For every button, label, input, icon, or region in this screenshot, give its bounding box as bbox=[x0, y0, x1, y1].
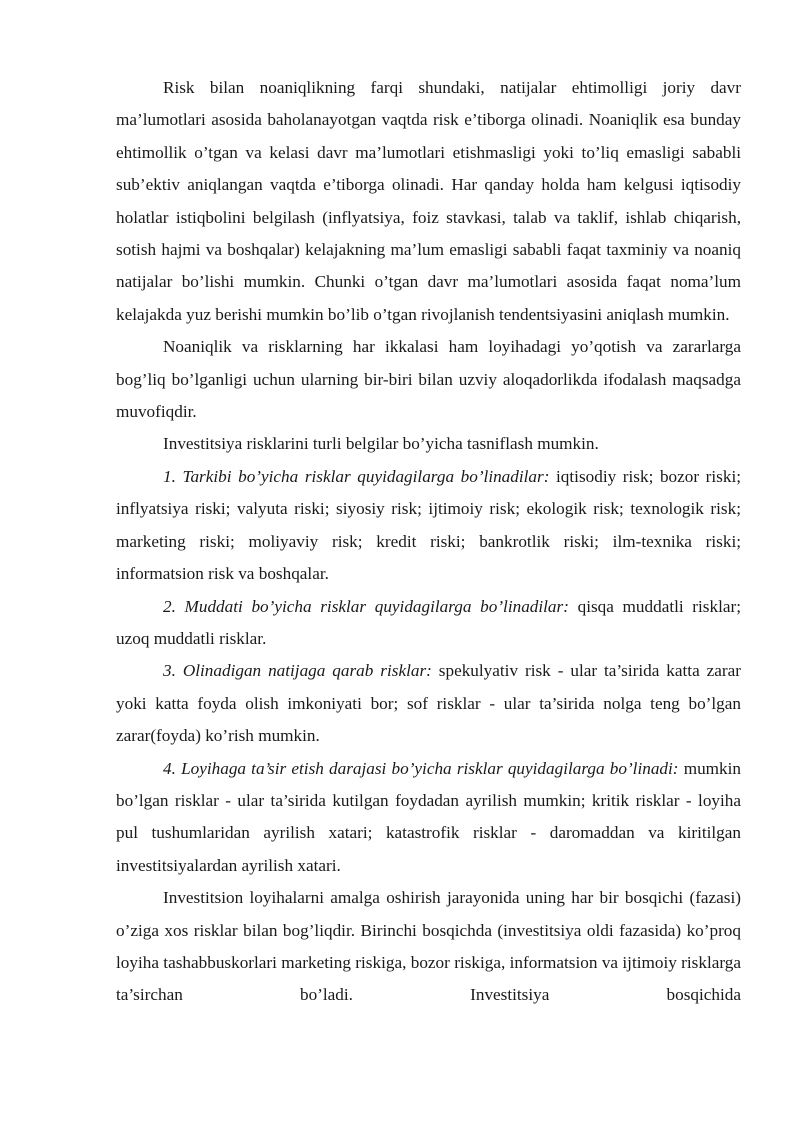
list-item-text: mumkin bo’lgan risklar - ular ta’sirida kutilgan foydadan ayrilish mumkin; kritik risklar - loyiha pul tushumlaridan ayrilish xatari; katastrofik risklar - daromaddan va kiritilgan investitsiyalardan ayrilish xatari. bbox=[116, 758, 741, 875]
list-item-by-composition bbox=[116, 461, 741, 591]
list-item-heading: 3. Olinadigan natijaga qarab risklar: bbox=[163, 661, 432, 681]
paragraph-text: Investitsion loyihalarni amalga oshirish jarayonida uning har bir bosqichi (fazasi) o’ziga xos risklar bilan bog’liqdir. Birinchi bosqichda (investitsiya oldi fazasida) ko’proq loyiha tashabbuskorlari marketing riskiga, bozor riskiga, informatsion va ijtimoiy risklarga ta’sirchan bo’ladi. Investitsiya bosqichida bbox=[116, 888, 741, 1005]
paragraph-classification-intro bbox=[116, 428, 741, 460]
list-item-by-duration bbox=[116, 591, 741, 656]
paragraph-text: Risk bilan noaniqlikning farqi shundaki, natijalar ehtimolligi joriy davr ma’lumotlari asosida baholanayotgan vaqtda risk e’tiborga olinadi. Noaniqlik esa bunday ehtimollik o’tgan va kelasi davr ma’lumotlari etishmasligi yoki to’liq emasligi sababli sub’ektiv aniqlangan vaqtda e’tiborga olinadi. Har qanday holda ham kelgusi iqtisodiy holatlar istiqbolini belgilash (inflyatsiya, foiz stavkasi, talab va taklif, ishlab chiqarish, sotish hajmi va boshqalar) kelajakning ma’lum emasligi sababli faqat taxminiy va noaniq natijalar bo’lishi mumkin. Chunki o’tgan davr ma’lumotlari asosida faqat noma’lum kelajakda yuz berishi mumkin bo’lib o’tgan rivojlanish tendentsiyasini aniqlash mumkin. bbox=[116, 78, 741, 324]
list-item-text: qisqa muddatli risklar; uzoq muddatli risklar. bbox=[116, 596, 741, 648]
list-item-heading: 2. Muddati bo’yicha risklar quyidagilarga bo’linadilar: bbox=[163, 596, 569, 616]
list-item-heading: 4. Loyihaga ta’sir etish darajasi bo’yicha risklar quyidagilarga bo’linadi: bbox=[163, 758, 679, 778]
list-item-by-result bbox=[116, 655, 741, 752]
paragraph-project-phases bbox=[116, 882, 741, 1012]
list-item-text: iqtisodiy risk; bozor riski; inflyatsiya riski; valyuta riski; siyosiy risk; ijtimoiy risk; ekologik risk; texnologik risk; marketing riski; moliyaviy risk; kredit riski; bankrotlik riski; ilm-texnika riski; informatsion risk va boshqalar. bbox=[116, 466, 742, 584]
paragraph-text: Investitsiya risklarini turli belgilar bo’yicha tasniflash mumkin. bbox=[163, 434, 599, 454]
list-item-by-impact bbox=[116, 753, 741, 883]
paragraph-uncertainty-and-risks bbox=[116, 331, 741, 428]
list-item-heading: 1. Tarkibi bo’yicha risklar quyidagilarga bo’linadilar: bbox=[163, 466, 550, 486]
paragraph-text: Noaniqlik va risklarning har ikkalasi ham loyihadagi yo’qotish va zararlarga bog’liq bo’lganligi uchun ularning bir-biri bilan uzviy aloqadorlikda ifodalash maqsadga muvofiqdir. bbox=[116, 337, 741, 422]
paragraph-risk-vs-uncertainty bbox=[116, 72, 741, 331]
list-item-text: spekulyativ risk - ular ta’sirida katta zarar yoki katta foyda olish imkoniyati bor; sof risklar - ular ta’sirida nolga teng bo’lgan zarar(foyda) ko’rish mumkin. bbox=[116, 661, 741, 746]
document-page bbox=[116, 72, 741, 1012]
